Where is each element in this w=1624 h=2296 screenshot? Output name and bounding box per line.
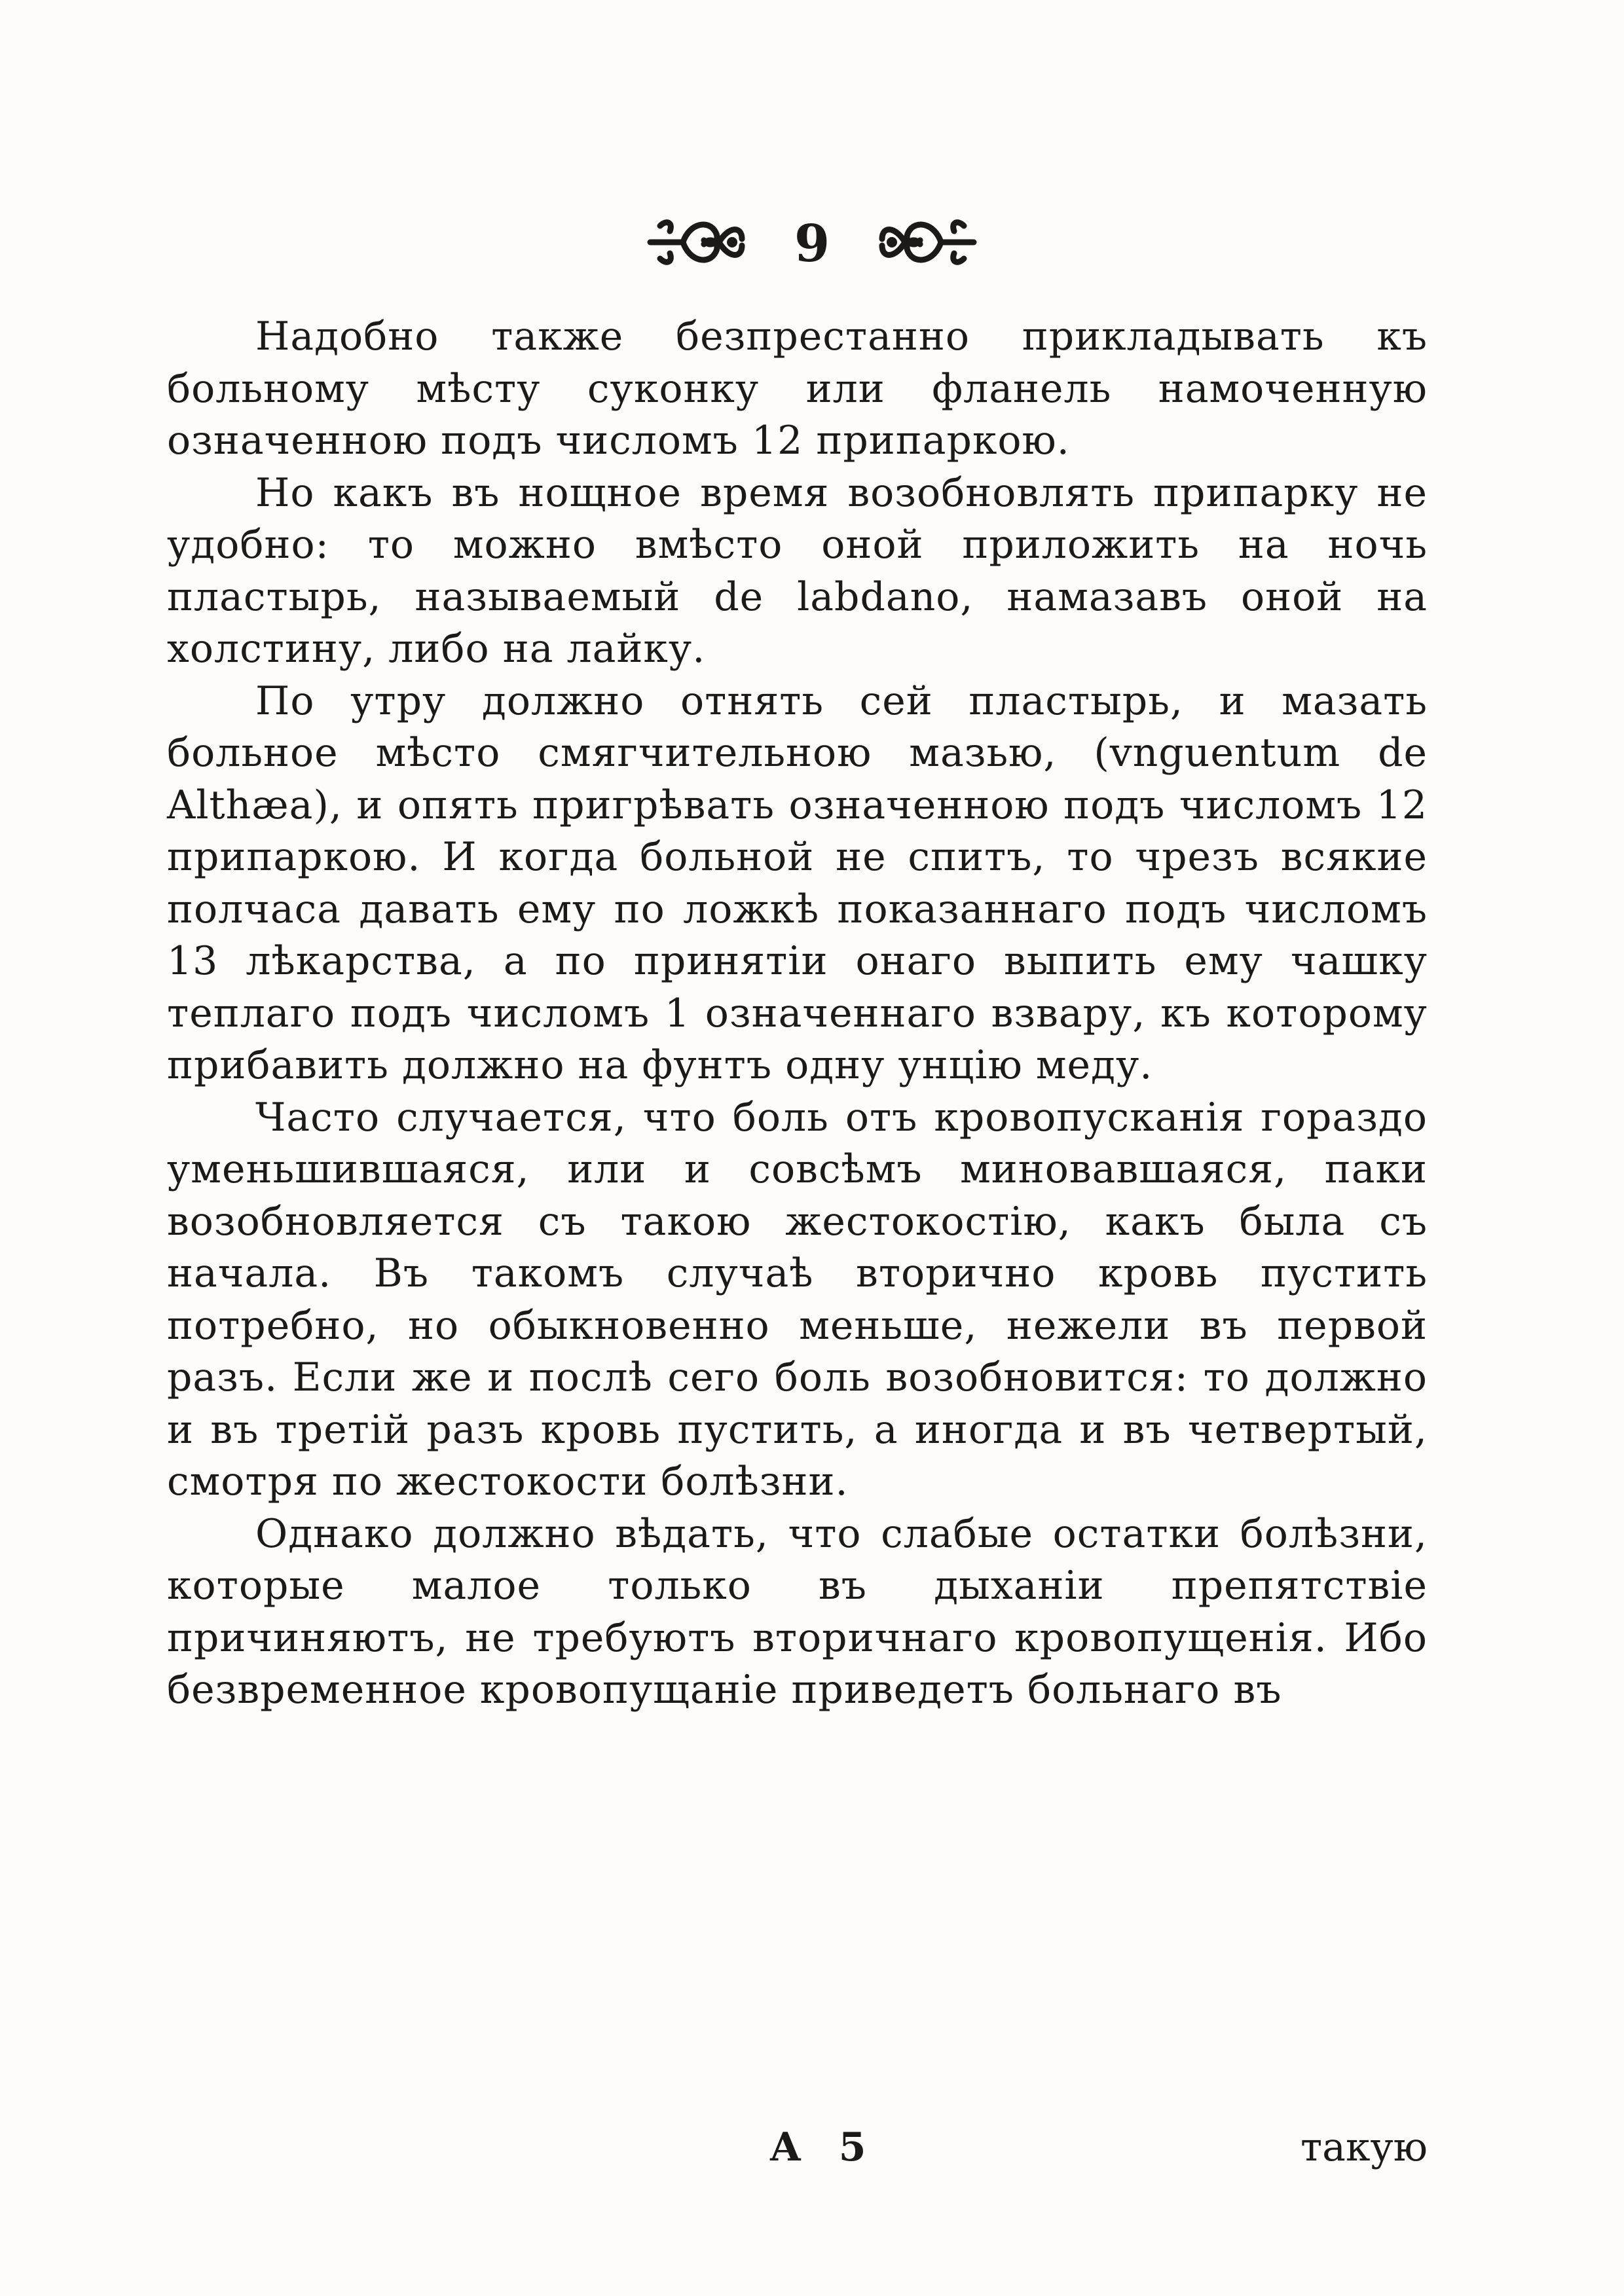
page-number: 9 (794, 214, 830, 274)
catchword: такую (1300, 2124, 1428, 2170)
paragraph-5: Однако должно вѣдать, что слабые остатки болѣзни, которые малое только въ дыханіи препятствіе причиняютъ, не требуютъ вторичнаго кровопущенія. Ибо безвременное кровопущаніе приведетъ больнаго въ (167, 1510, 1428, 1713)
body-text (167, 311, 1428, 1717)
fleuron-ornament-left-icon (644, 206, 748, 278)
signature-mark: А 5 (769, 2124, 878, 2170)
page-header (0, 196, 1624, 288)
paragraph-3: По утру должно отнять сей пластырь, и мазать больное мѣсто смягчительною мазью, (vnguentum de Althæa), и опять пригрѣвать означенною подъ числомъ 12 припаркою. И когда больной не спитъ, то чрезъ всякие полчаса давать ему по ложкѣ показаннаго подъ числомъ 13 лѣкарства, а по принятіи онаго выпить ему чашку теплаго подъ числомъ 1 означеннаго взвару, къ которому прибавить должно на фунтъ одну унцію меду. (167, 678, 1428, 1088)
paragraph-4: Часто случается, что боль отъ кровопусканія гораздо уменьшившаяся, или и совсѣмъ миновавшаяся, паки возобновляется съ такою жестокостію, какъ была съ начала. Въ такомъ случаѣ вторично кровь пустить потребно, но обыкновенно меньше, нежели въ первой разъ. Если же и послѣ сего боль возобновится: то должно и въ третій разъ кровь пустить, а иногда и въ четвертый, смотря по жестокости болѣзни. (167, 1094, 1428, 1504)
paragraph-2: Но какъ въ нощное время возобновлять припарку не удобно: то можно вмѣсто оной приложить на ночь пластырь, называемый de labdano, намазавъ оной на холстину, либо на лайку. (167, 469, 1428, 672)
fleuron-ornament-right-icon (876, 206, 980, 278)
page-footer (167, 2121, 1428, 2174)
paragraph-1: Надобно также безпрестанно прикладывать къ больному мѣсту суконку или фланель намоченную означенною подъ числомъ 12 припаркою. (167, 314, 1428, 464)
